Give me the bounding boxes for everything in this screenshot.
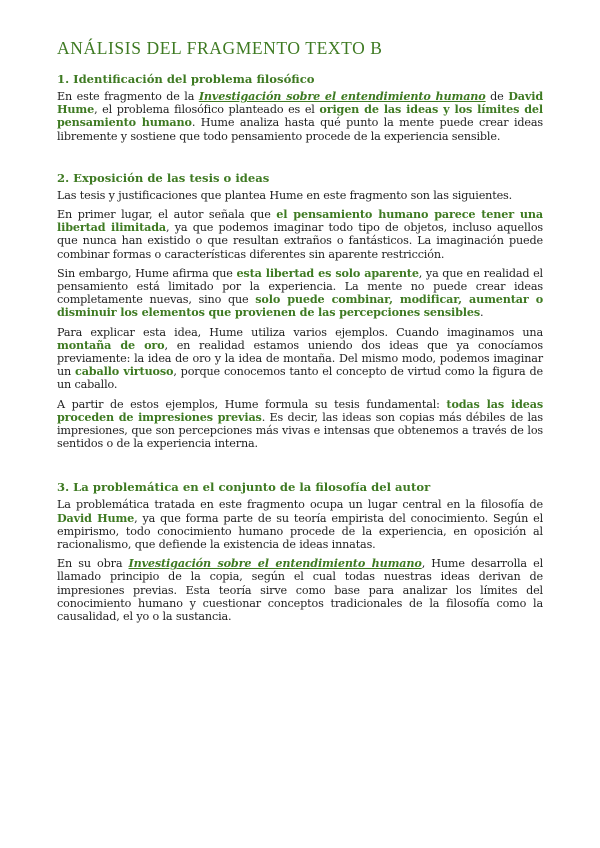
highlighted-text: esta libertad es solo aparente xyxy=(236,265,419,280)
paragraph xyxy=(57,557,543,623)
author-name: David Hume xyxy=(57,89,543,117)
highlighted-text: el pensamiento humano parece tener una libertad ilimitada xyxy=(57,207,543,235)
section-exposition xyxy=(57,171,543,451)
text-span: , el problema filosófico planteado es el xyxy=(94,103,320,117)
highlighted-text: montaña de oro xyxy=(57,337,165,352)
highlighted-text: caballo virtuoso xyxy=(75,364,174,379)
paragraph xyxy=(57,326,543,392)
text-span: En su obra xyxy=(57,557,129,571)
paragraph: Las tesis y justificaciones que plantea Hume en este fragmento son las siguientes. xyxy=(57,188,513,202)
text-span: , Hume desarrolla el llamado principio de la copia, según el cual todas nuestras ideas derivan de impresiones previas. Esta teoría sirve como base para analizar los límites del conocimiento humano y cuestionar conceptos tradicionales de la filosofía como la causalidad, el yo o la sustancia. xyxy=(57,557,543,624)
text-span: , en realidad estamos uniendo dos ideas que ya conocíamos previamente: la idea de oro y la idea de montaña. Del mismo modo, podemos imaginar un xyxy=(57,338,543,379)
document-page xyxy=(57,38,543,629)
text-span: . Hume analiza hasta qué punto la mente puede crear ideas libremente y sostiene que todo pensamiento procede de la experiencia sensible. xyxy=(57,116,543,143)
text-span: , ya que en realidad el pensamiento está limitado por la experiencia. La mente no puede crear ideas completamente nuevas, sino que xyxy=(57,266,543,307)
section-heading: 2. Exposición de las tesis o ideas xyxy=(57,170,270,185)
section-heading: 1. Identificación del problema filosófico xyxy=(57,72,315,86)
highlighted-text: todas las ideas proceden de impresiones previas xyxy=(57,396,543,424)
section-heading: 3. La problemática en el conjunto de la filosofía del autor xyxy=(57,480,431,495)
section-problematic xyxy=(57,480,543,623)
highlighted-text: origen de las ideas y los límites del pensamiento humano xyxy=(57,102,543,130)
text-span: , porque conocemos tanto el concepto de virtud como la figura de un caballo. xyxy=(57,365,543,392)
highlighted-text: solo puede combinar, modificar, aumentar o disminuir los elementos que provienen de las percepciones sensibles xyxy=(57,292,544,320)
text-span: A partir de estos ejemplos, Hume formula su tesis fundamental: xyxy=(57,397,447,411)
text-span: La problemática tratada en este fragmento ocupa un lugar central en la filosofía de xyxy=(57,498,543,512)
section-identification xyxy=(57,72,543,143)
text-span: . Es decir, las ideas son copias más débiles de las impresiones, que son percepciones más vivas e intensas que obtenemos a través de los sentidos o de la experiencia interna. xyxy=(57,410,543,451)
paragraph xyxy=(57,208,543,261)
paragraph xyxy=(57,267,543,320)
author-name: David Hume xyxy=(57,510,135,525)
text-span: , ya que forma parte de su teoría empirista del conocimiento. Según el empirismo, todo conocimiento humano procede de la experiencia, en oposición al racionalismo, que defiende la existencia de ideas innatas. xyxy=(57,511,544,552)
text-span: En este fragmento de la xyxy=(57,90,199,103)
paragraph xyxy=(57,398,543,451)
text-span: Sin embargo, Hume afirma que xyxy=(57,266,237,280)
paragraph xyxy=(57,90,543,143)
text-span: . xyxy=(480,306,484,320)
text-span: Para explicar esta idea, Hume utiliza varios ejemplos. Cuando imaginamos una xyxy=(57,325,543,339)
text-span: de xyxy=(485,90,509,103)
text-span: En primer lugar, el autor señala que xyxy=(57,208,277,222)
text-span: , ya que podemos imaginar todo tipo de objetos, incluso aquellos que nunca han existido o que resultan extraños o fantásticos. La imaginación puede combinar formas o características diferentes sin aparente restricción. xyxy=(57,221,543,261)
paragraph xyxy=(57,498,543,551)
book-title-link[interactable]: Investigación sobre el entendimiento humano xyxy=(128,556,422,571)
document-title: ANÁLISIS DEL FRAGMENTO TEXTO B xyxy=(57,38,383,58)
book-title-link[interactable]: Investigación sobre el entendimiento humano xyxy=(198,89,486,103)
